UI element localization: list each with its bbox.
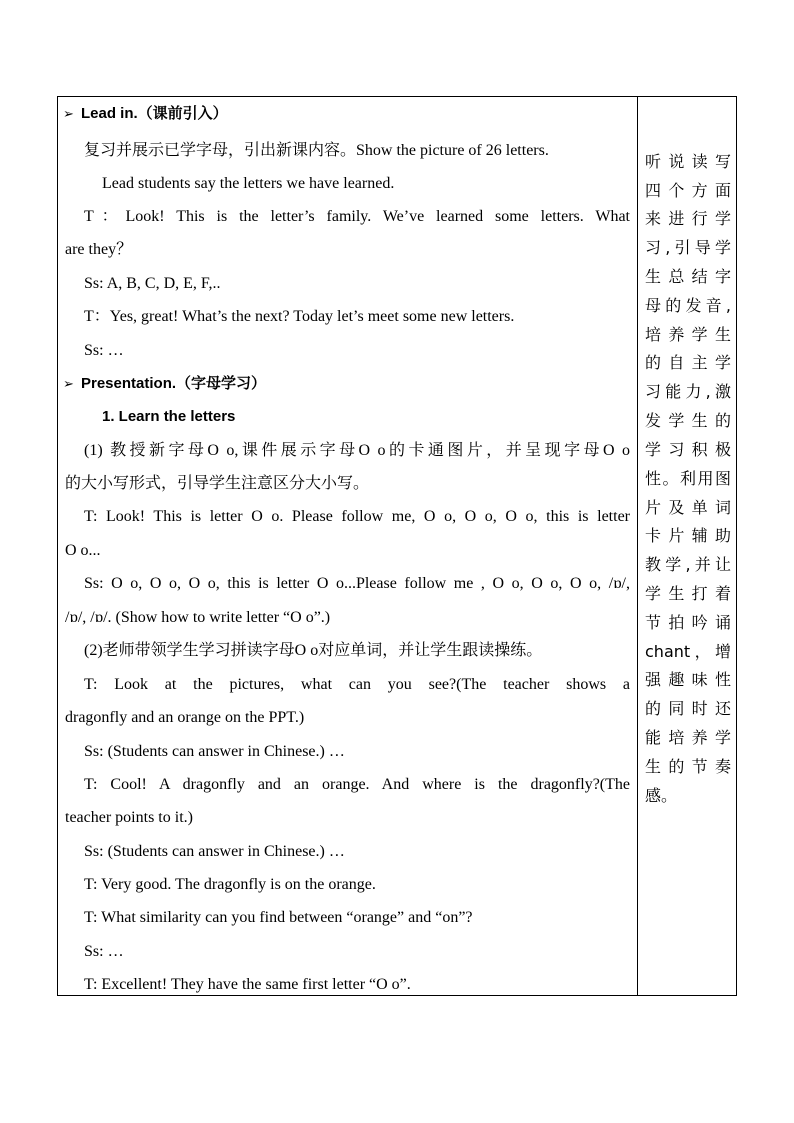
side-note-line: 习,引导学	[645, 238, 731, 257]
side-note-line: 生总结字	[645, 267, 731, 286]
text-line: 复习并展示已学字母，引出新课内容。Show the picture of 26 letters.	[84, 142, 549, 159]
text-line: Ss: A, B, C, D, E, F,..	[84, 275, 221, 292]
text-line: T：Yes, great! What’s the next? Today let’s meet some new letters.	[84, 308, 515, 325]
side-note-line: 节拍吟诵	[645, 613, 731, 632]
side-note-line: 听说读写	[645, 152, 731, 171]
side-note-line: 感。	[645, 786, 678, 805]
side-note-line: 四个方面	[645, 181, 731, 200]
side-note-line: 来进行学	[645, 209, 731, 228]
presentation-heading: ➢ Presentation.（字母学习）	[65, 374, 630, 395]
arrow-bullet-icon: ➢	[63, 377, 74, 392]
side-note-line: 生的节奏	[645, 757, 731, 776]
lesson-plan-table	[57, 96, 737, 996]
side-note-line: chant，增	[645, 642, 731, 661]
side-note-line: 母的发音,	[645, 296, 731, 315]
text-line: T: Excellent! They have the same first letter “O o”.	[84, 976, 411, 993]
text-line: T：Look! This is the letter’s family. We’ve learned some letters. What	[84, 208, 630, 225]
subheading: 1. Learn the letters	[102, 408, 236, 425]
text-line: (1) 教授新字母O o,课件展示字母O o的卡通图片，并呈现字母O o	[84, 442, 630, 459]
side-note-line: 习能力,激	[645, 382, 731, 401]
side-note-line: 能培养学	[645, 728, 731, 747]
side-note-line: 教学,并让	[645, 555, 731, 574]
side-note-line: 卡片辅助	[645, 526, 731, 545]
text-line: Ss: (Students can answer in Chinese.) …	[84, 843, 345, 860]
side-note-line: 性。利用图	[645, 469, 731, 488]
side-note-line: 的同时还	[645, 699, 731, 718]
text-line: Ss: …	[84, 342, 124, 359]
lead-in-heading: ➢ Lead in.（课前引入）	[65, 104, 630, 125]
text-line: T: Look! This is letter O o. Please follow me, O o, O o, O o, this is letter	[84, 508, 630, 525]
text-line: T: What similarity can you find between “orange” and “on”?	[84, 909, 473, 926]
side-note-line: 片及单词	[645, 498, 731, 517]
text-line: 的大小写形式，引导学生注意区分大小写。	[65, 475, 370, 492]
side-note-line: 的自主学	[645, 353, 731, 372]
side-note-line: 培养学生	[645, 325, 731, 344]
text-line: dragonfly and an orange on the PPT.)	[65, 709, 305, 726]
side-note-line: 发学生的	[645, 411, 731, 430]
side-note-line: 学生打着	[645, 584, 731, 603]
arrow-bullet-icon: ➢	[63, 107, 74, 122]
text-line: Ss: (Students can answer in Chinese.) …	[84, 743, 345, 760]
text-line: are they？	[65, 241, 133, 258]
side-note-line: 强趣味性	[645, 670, 731, 689]
text-line: O o...	[65, 542, 101, 559]
text-line: /ɒ/, /ɒ/. (Show how to write letter “O o”.)	[65, 609, 331, 626]
text-line: (2)老师带领学生学习拼读字母O o对应单词，并让学生跟读操练。	[84, 642, 543, 659]
text-line: T: Cool! A dragonfly and an orange. And where is the dragonfly?(The	[84, 776, 630, 793]
text-line: Ss: …	[84, 943, 124, 960]
text-line: T: Very good. The dragonfly is on the orange.	[84, 876, 376, 893]
text-line: T: Look at the pictures, what can you see?(The teacher shows a	[84, 676, 630, 693]
text-line: teacher points to it.)	[65, 809, 193, 826]
text-line: Lead students say the letters we have learned.	[102, 175, 395, 192]
text-line: Ss: O o, O o, O o, this is letter O o...Please follow me , O o, O o, O o, /ɒ/,	[84, 575, 630, 592]
column-divider	[637, 97, 638, 995]
side-note-line: 学习积极	[645, 440, 731, 459]
